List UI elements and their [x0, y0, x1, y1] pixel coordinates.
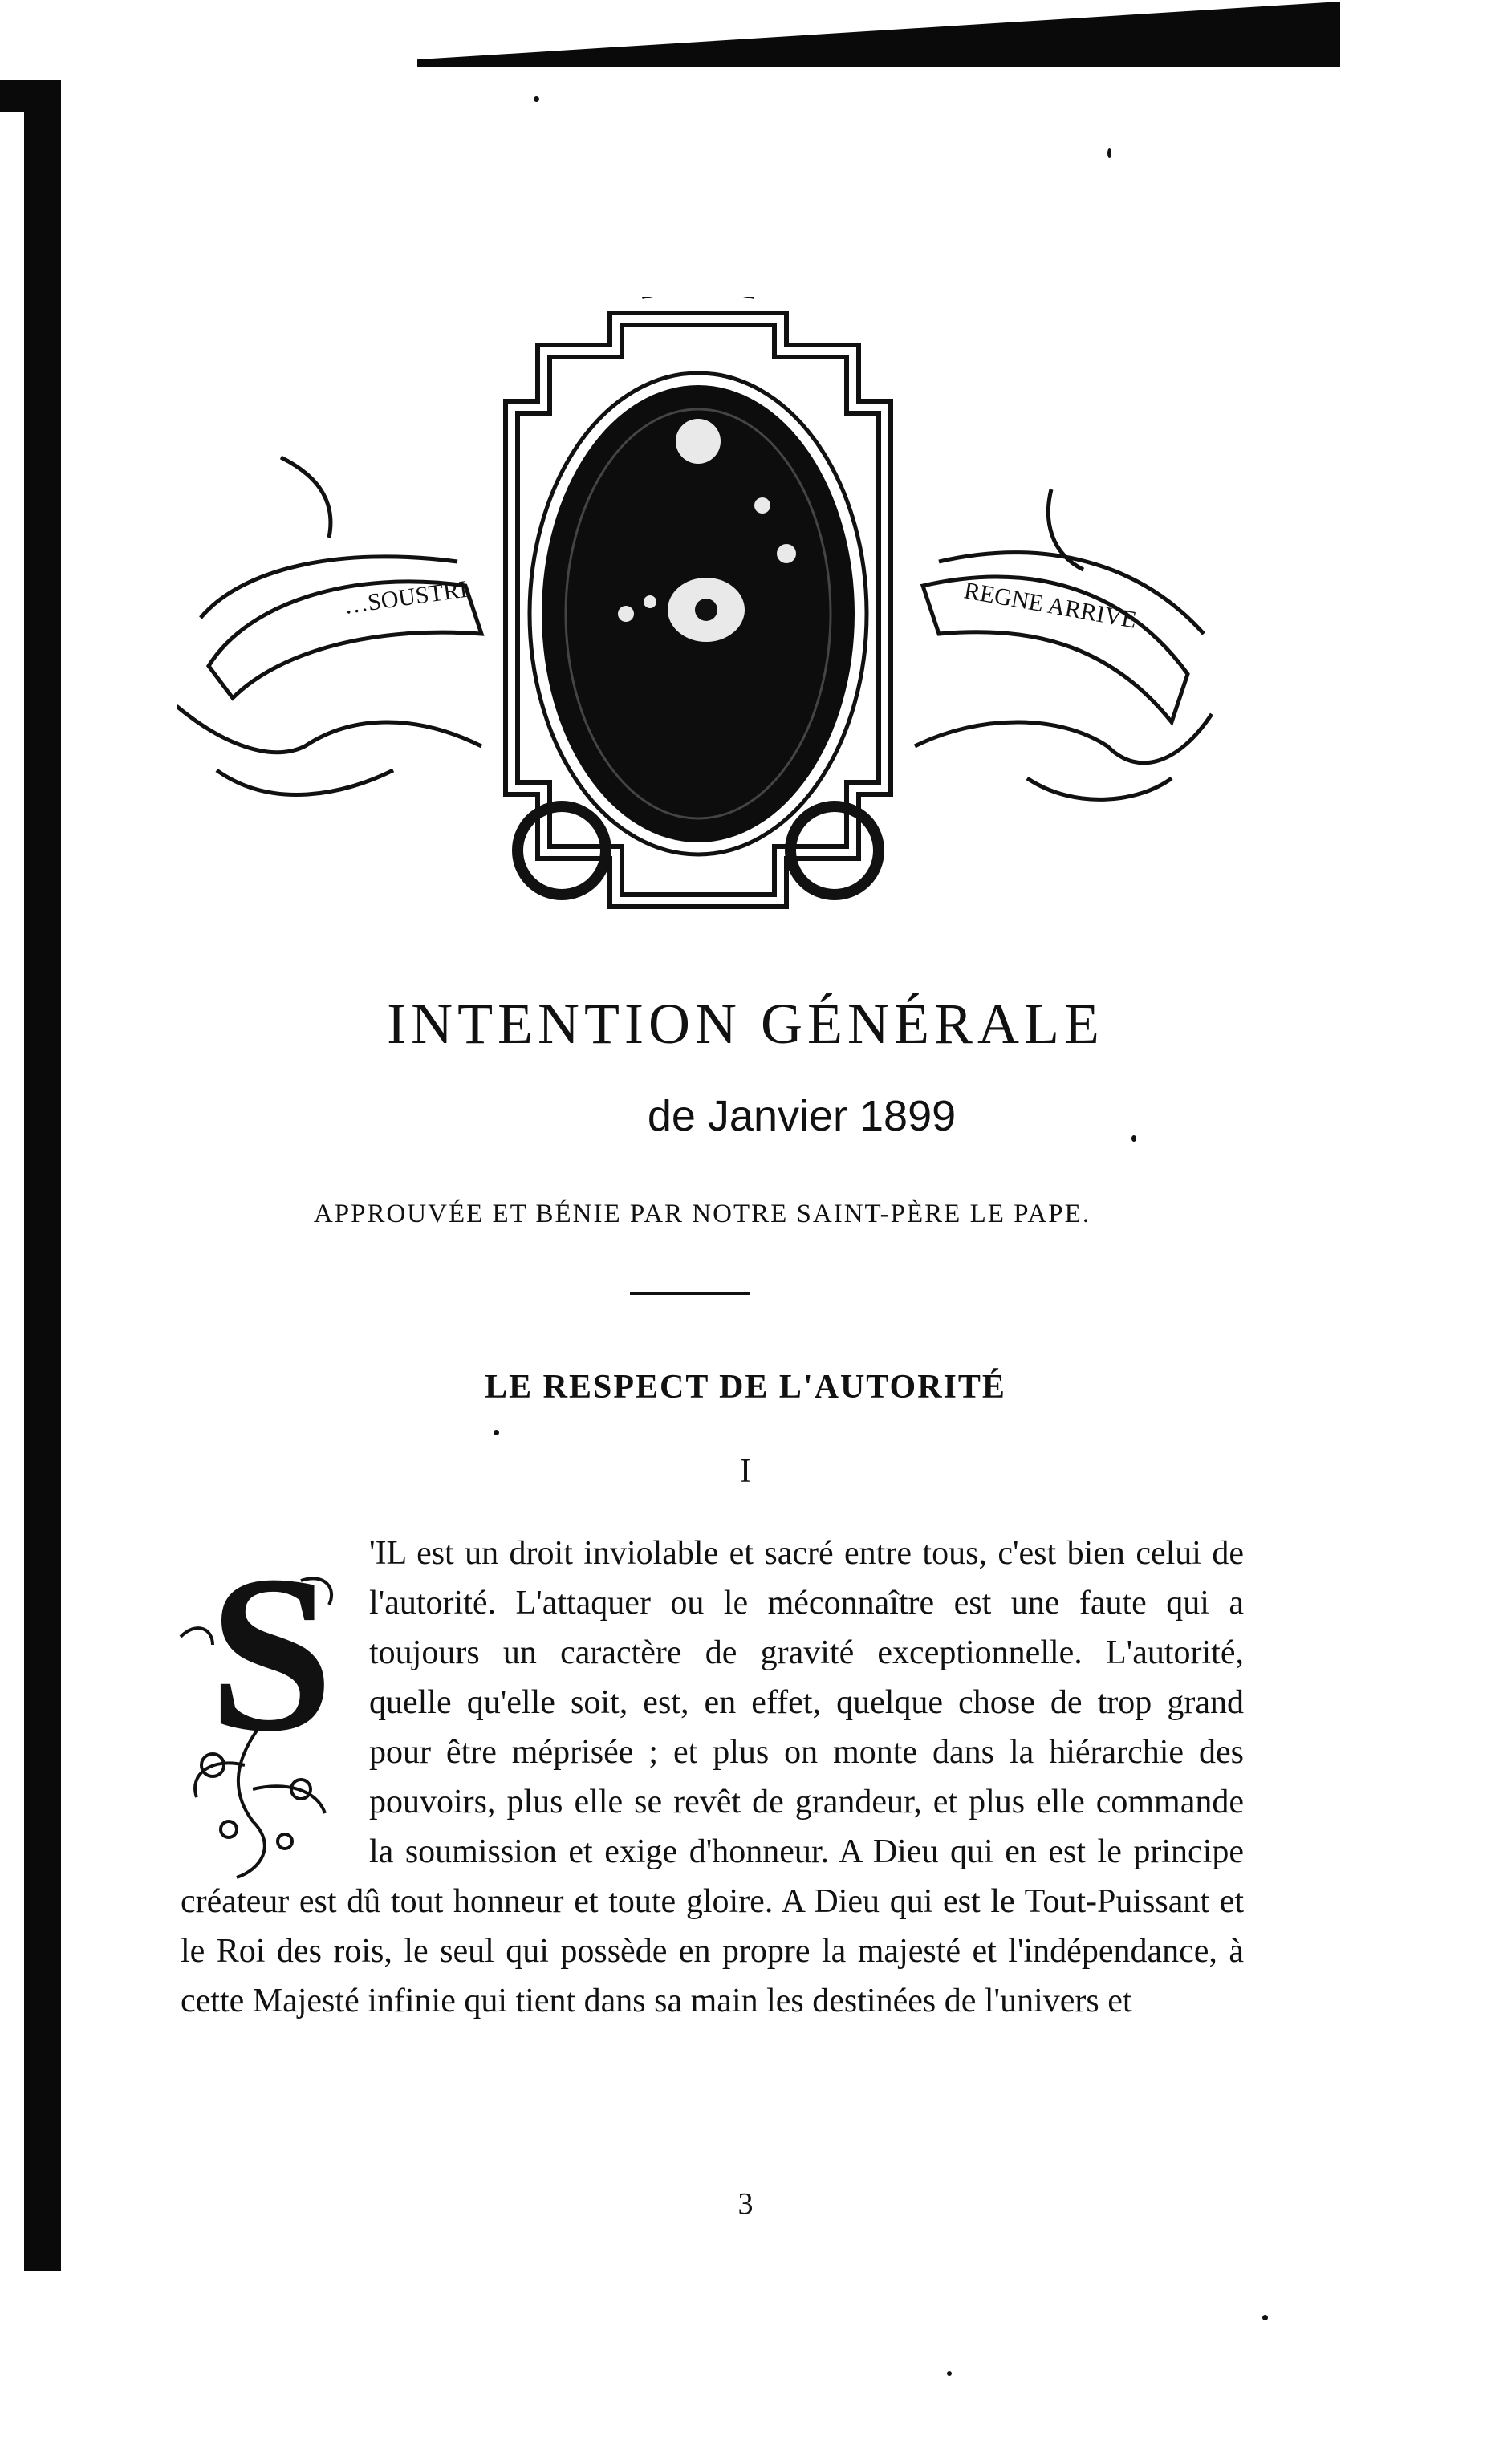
scan-binding-shadow: [24, 80, 61, 2271]
section-number: I: [740, 1453, 751, 1490]
speck: [534, 96, 539, 102]
ornamental-emblem: [177, 297, 1220, 923]
body-paragraph: [181, 1528, 1244, 2026]
page-subtitle: de Janvier 1899: [647, 1092, 957, 1140]
left-banner-text: …SOUSTRI: [342, 575, 469, 619]
drop-cap-letter: S: [209, 1528, 334, 1778]
page-title: INTENTION GÉNÉRALE: [387, 992, 1104, 1056]
right-banner-text: REGNE ARRIVE: [961, 577, 1139, 634]
speck: [1262, 2315, 1268, 2320]
speck: [1107, 148, 1111, 158]
left-banner: [177, 457, 481, 794]
right-banner: [915, 489, 1212, 799]
speck: [947, 2371, 952, 2376]
scan-top-edge: [417, 2, 1340, 67]
drop-cap-space: [181, 1528, 369, 1873]
speck: [494, 1430, 499, 1435]
page-number: 3: [737, 2187, 754, 2221]
section-title: LE RESPECT DE L'AUTORITÉ: [485, 1369, 1006, 1406]
body-text: 'IL est un droit inviolable et sacré entre tous, c'est bien celui de l'autorité. L'attaquer ou le méconnaître est une faute qui a toujours un caractère de gravité exceptionnelle. L'autorité, quelle qu'elle soit, est, en effet, quelque chose de trop grand pour être méprisée ; et plus on monte dans la hiérarchie des pouvoirs, plus elle se revêt de grandeur, et plus elle commande la soumission et exige d'honneur. A Dieu qui en est le principe créateur est dû tout honneur et toute gloire. A Dieu qui est le Tout-Puissant et le Roi des rois, le seul qui possède en propre la majesté et l'indépendance, à cette Majesté infinie qui tient dans sa main les destinées de l'univers et: [181, 1535, 1244, 2020]
divider: [630, 1292, 750, 1295]
approval-line: APPROUVÉE ET BÉNIE PAR NOTRE SAINT-PÈRE LE PAPE.: [313, 1200, 1091, 1228]
